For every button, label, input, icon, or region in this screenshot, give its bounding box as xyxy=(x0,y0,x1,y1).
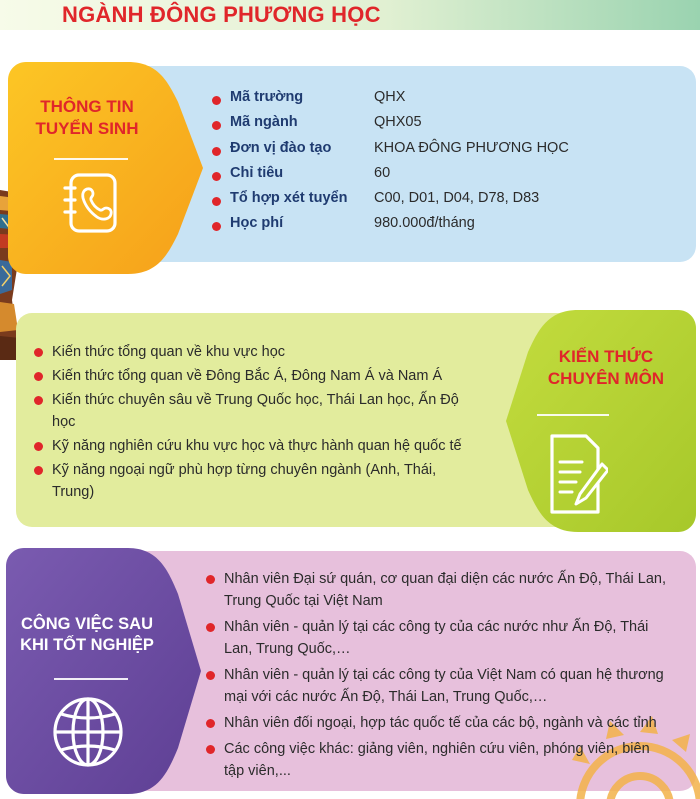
list-item xyxy=(34,365,504,387)
admission-title xyxy=(8,96,166,140)
info-value: QHX xyxy=(374,89,406,105)
info-value: 60 xyxy=(374,164,391,181)
list-item xyxy=(206,664,692,708)
list-item xyxy=(206,616,692,660)
info-key: Mã trường xyxy=(230,89,304,105)
knowledge-title-line2: CHUYÊN MÔN xyxy=(547,369,665,389)
bullet-dot xyxy=(34,372,43,381)
list-item-text: Kiến thức tổng quan về Đông Bắc Á, Đông Nam Á và Nam Á xyxy=(52,368,443,384)
list-item-text: Nhân viên Đại sứ quán, cơ quan đại diện các nước Ấn Độ, Thái Lan, xyxy=(224,571,667,587)
info-value: 980.000đ/tháng xyxy=(374,215,475,232)
bullet-dot xyxy=(212,147,221,156)
list-item-text: Lan, Trung Quốc,… xyxy=(224,641,351,657)
list-item-text: Trung Quốc tại Việt Nam xyxy=(224,593,383,609)
info-value: QHX05 xyxy=(374,114,422,131)
info-value: C00, D01, D04, D78, D83 xyxy=(374,190,540,207)
bullet-dot xyxy=(206,623,215,632)
admission-badge xyxy=(8,62,203,274)
list-item xyxy=(34,389,504,433)
bullet-dot xyxy=(34,466,43,475)
list-item-text: Trung) xyxy=(52,484,95,500)
list-item-text: Nhân viên - quản lý tại các công ty của các nước như Ấn Độ, Thái xyxy=(224,619,649,635)
knowledge-divider xyxy=(537,414,609,416)
list-item-text: Kỹ năng nghiên cứu khu vực học và thực hành quan hệ quốc tế xyxy=(52,438,462,454)
bullet-dot xyxy=(206,745,215,754)
address-book-phone-icon xyxy=(62,172,122,234)
career-title-line2: KHI TỐT NGHIỆP xyxy=(20,636,154,655)
page-title: NGÀNH ĐÔNG PHƯƠNG HỌC xyxy=(62,2,381,27)
list-item xyxy=(206,738,692,782)
bullet-dot xyxy=(206,719,215,728)
list-item xyxy=(206,712,692,734)
list-item-text: Các công việc khác: giảng viên, nghiên cứu viên, phóng viên, biên xyxy=(224,741,650,757)
list-item xyxy=(34,341,504,363)
bullet-dot xyxy=(212,96,221,105)
list-item-text: Nhân viên đối ngoại, hợp tác quốc tế của các bộ, ngành và các tỉnh xyxy=(224,715,657,731)
career-title xyxy=(10,614,164,657)
career-list xyxy=(206,568,692,782)
admission-title-line2: TUYỂN SINH xyxy=(35,119,139,139)
list-item-text: tập viên,... xyxy=(224,763,291,779)
career-divider xyxy=(54,678,128,680)
admission-title-line1: THÔNG TIN xyxy=(40,97,134,116)
info-key: Học phí xyxy=(230,215,284,232)
knowledge-title xyxy=(520,346,692,390)
info-value: KHOA ĐÔNG PHƯƠNG HỌC xyxy=(374,139,569,156)
admission-divider xyxy=(54,158,128,160)
bullet-dot xyxy=(212,172,221,181)
document-pen-icon xyxy=(546,432,608,516)
bullet-dot xyxy=(34,442,43,451)
globe-icon xyxy=(48,692,128,772)
list-item-text: Kiến thức tổng quan về khu vực học xyxy=(52,344,286,360)
bullet-dot xyxy=(34,348,43,357)
info-key: Mã ngành xyxy=(230,114,298,131)
list-item-text: học xyxy=(52,414,76,430)
bullet-dot xyxy=(206,575,215,584)
info-key: Tổ hợp xét tuyển xyxy=(230,190,348,207)
admission-panel xyxy=(118,66,696,262)
list-item-text: Nhân viên - quản lý tại các công ty của Việt Nam có quan hệ thương xyxy=(224,667,664,683)
knowledge-list xyxy=(34,341,504,503)
list-item-text: Kỹ năng ngoại ngữ phù hợp từng chuyên ngành (Anh, Thái, xyxy=(52,462,437,478)
info-key: Chỉ tiêu xyxy=(230,164,284,181)
list-item xyxy=(206,568,692,612)
list-item xyxy=(34,435,504,457)
knowledge-title-line1: KIẾN THỨC xyxy=(558,347,654,366)
career-title-line1: CÔNG VIỆC SAU xyxy=(20,615,154,633)
list-item xyxy=(34,459,504,503)
info-key: Đơn vị đào tạo xyxy=(230,139,332,156)
list-item-text: mại với các nước Ấn Độ, Thái Lan, Trung Quốc,… xyxy=(224,689,548,705)
bullet-dot xyxy=(34,396,43,405)
list-item-text: Kiến thức chuyên sâu về Trung Quốc học, Thái Lan học, Ấn Độ xyxy=(52,392,459,408)
bullet-dot xyxy=(206,671,215,680)
